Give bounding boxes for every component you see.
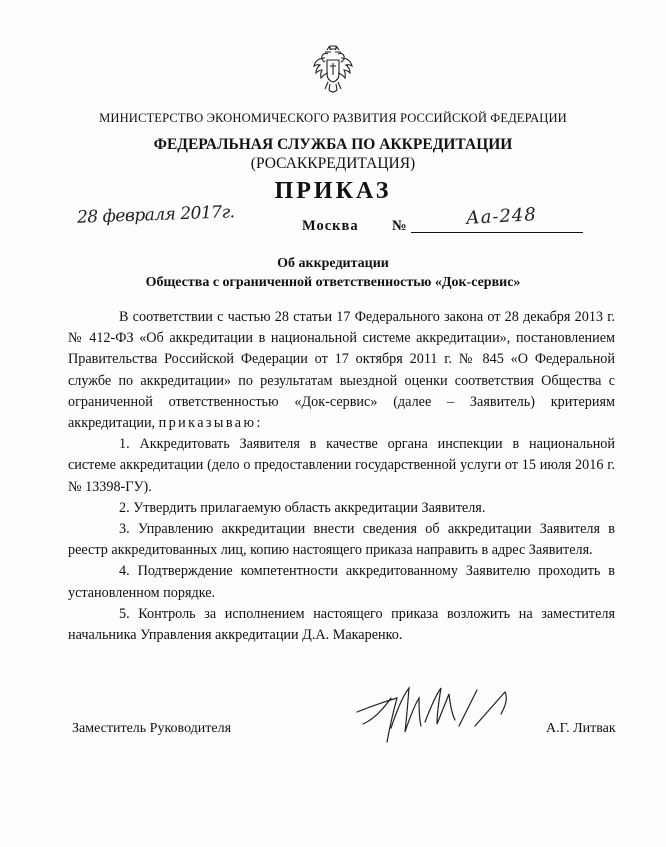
subject-line-2: Общества с ограниченной ответственностью «Док-сервис» [145,275,521,290]
order-word: приказываю: [158,415,263,432]
document-type: ПРИКАЗ [274,178,392,204]
ministry-name: МИНИСТЕРСТВО ЭКОНОМИЧЕСКОГО РАЗВИТИЯ РОССИЙСКОЙ ФЕДЕРАЦИИ [99,111,567,125]
signatory-role: Заместитель Руководителя [72,721,232,736]
handwritten-date: 28 февраля 2017г. [76,202,235,228]
handwritten-signature [355,682,525,752]
handwritten-number: Аа-248 [465,204,538,229]
service-short-name: (РОСАККРЕДИТАЦИЯ) [250,155,416,172]
service-name: ФЕДЕРАЛЬНАЯ СЛУЖБА ПО АККРЕДИТАЦИИ [153,136,513,153]
order-item-1: 1. Аккредитовать Заявителя в качестве органа инспекции в национальной системе аккредитации (дело о предоставлении государственной услуги от 15 июля 2016 г. № 13398-ГУ). [68,436,615,495]
preamble-paragraph [68,307,615,434]
order-item-5: 5. Контроль за исполнением настоящего приказа возложить на заместителя начальника Управления аккредитации Д.А. Макаренко. [68,605,615,644]
signatory-name: А.Г. Литвак [546,721,616,736]
order-subject [0,254,666,292]
subject-line-1: Об аккредитации [277,256,389,271]
order-item-2: 2. Утвердить прилагаемую область аккредитации Заявителя. [119,499,486,516]
order-body [68,307,615,646]
order-item-3: 3. Управлению аккредитации внести сведения об аккредитации Заявителя в реестр аккредитованных лиц, копию настоящего приказа направить в адрес Заявителя. [68,521,615,559]
coat-of-arms-icon [312,44,354,96]
number-sign: № [392,218,407,234]
number-underline [411,232,583,233]
city: Москва [302,218,359,234]
preamble-text: В соответствии с частью 28 статьи 17 Федерального закона от 28 декабря 2013 г. № 412-ФЗ «Об аккредитации в национальной системе аккредитации», постановлением Правительства Российской Федерации от 17 октября 2011 г. № 845 «О Федеральной службе по аккредитации» по результатам выездной оценки соответствия Общества с ограниченной ответственностью «Док-сервис» (далее – Заявитель) критериям аккредитации, [68,309,615,432]
order-item-4: 4. Подтверждение компетентности аккредитованному Заявителю проходить в установленном порядке. [68,563,615,601]
